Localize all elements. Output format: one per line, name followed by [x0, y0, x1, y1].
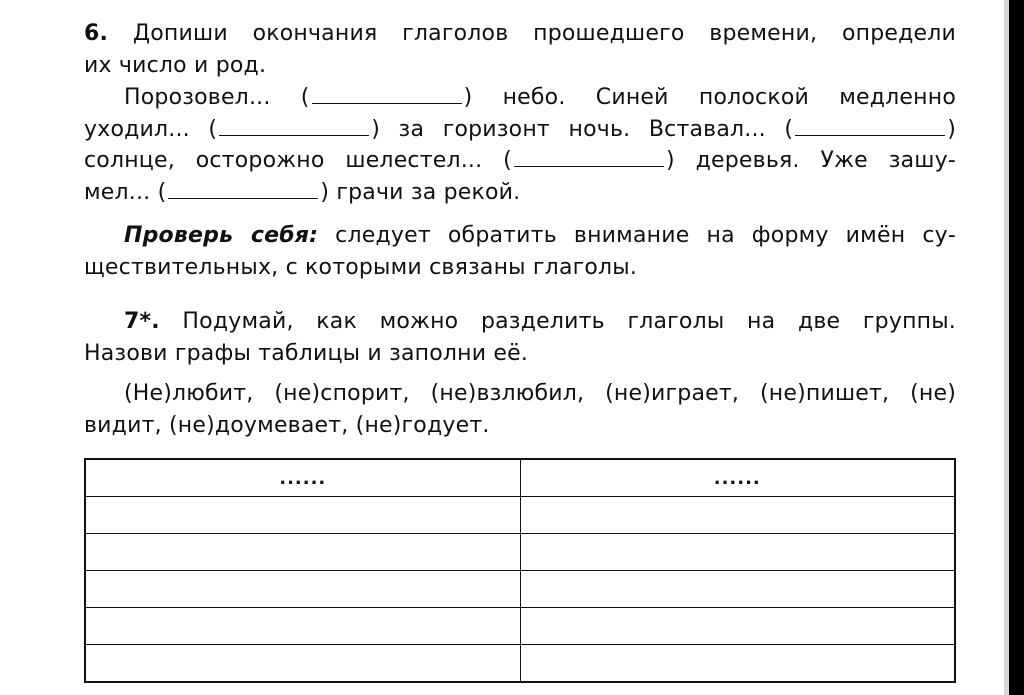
table-cell[interactable] [85, 645, 520, 683]
answer-blank[interactable] [219, 134, 369, 136]
table-row [85, 571, 955, 608]
table-cell[interactable] [85, 608, 520, 645]
table-cell[interactable] [520, 608, 955, 645]
check-yourself-label: Проверь себя: [124, 223, 319, 248]
task-7-words-line-1: (Не)любит, (не)спорит, (не)взлюбил, (не)играет, (не)пишет, (не) [124, 381, 956, 406]
check-yourself-text: следует обратить внимание на форму имён су- [318, 223, 956, 248]
table-cell[interactable] [520, 645, 955, 683]
text-fragment: ) [947, 116, 956, 142]
text-fragment: солнце, осторожно шелестел... ( [84, 148, 512, 173]
table-row [85, 608, 955, 645]
task-7-prompt [84, 306, 956, 369]
task-7-words-line-2: видит, (не)доумевает, (не)годует. [84, 412, 490, 438]
check-yourself-text-line-2: ществительных, с которыми связаны глаголы. [84, 254, 638, 280]
answer-table [84, 458, 956, 683]
answer-blank[interactable] [514, 165, 664, 167]
table-cell[interactable] [520, 534, 955, 571]
table-cell[interactable] [85, 571, 520, 608]
table-cell[interactable] [85, 497, 520, 534]
table-row [85, 497, 955, 534]
task-6-prompt-line-1: Допиши окончания глаголов прошедшего времени, определи [108, 21, 956, 46]
task-6-text [84, 82, 956, 208]
text-fragment: уходил... ( [84, 116, 218, 142]
text-fragment: мел... ( [84, 179, 167, 205]
task-7-prompt-line-1: Подумай, как можно разделить глаголы на две группы. [159, 309, 956, 334]
answer-blank[interactable] [312, 102, 462, 104]
task-7-words [84, 378, 956, 441]
answer-blank[interactable] [795, 134, 945, 136]
text-fragment: ) грачи за рекой. [320, 179, 521, 205]
table-row [85, 534, 955, 571]
table-cell[interactable] [520, 497, 955, 534]
answer-blank[interactable] [168, 197, 318, 199]
text-fragment: Порозовел... ( [124, 85, 310, 110]
table-header-cell[interactable]: ...... [85, 459, 520, 497]
task-number: 7*. [124, 309, 160, 334]
task-6-prompt [84, 18, 956, 81]
text-fragment: ) деревья. Уже зашу- [665, 148, 956, 173]
check-yourself [84, 220, 956, 283]
table-cell[interactable] [85, 534, 520, 571]
page-edge [1004, 0, 1009, 695]
table-header-row [85, 459, 955, 497]
table-header-cell[interactable]: ...... [520, 459, 955, 497]
task-number: 6. [84, 21, 109, 46]
task-6-prompt-line-2: их число и род. [84, 52, 267, 78]
text-fragment: ) небо. Синей полоской медленно [463, 85, 956, 110]
table-row [85, 645, 955, 683]
text-fragment: ) за горизонт ночь. Вставал... ( [371, 116, 794, 142]
table-cell[interactable] [520, 571, 955, 608]
task-7-prompt-line-2: Назови графы таблицы и заполни её. [84, 340, 529, 366]
